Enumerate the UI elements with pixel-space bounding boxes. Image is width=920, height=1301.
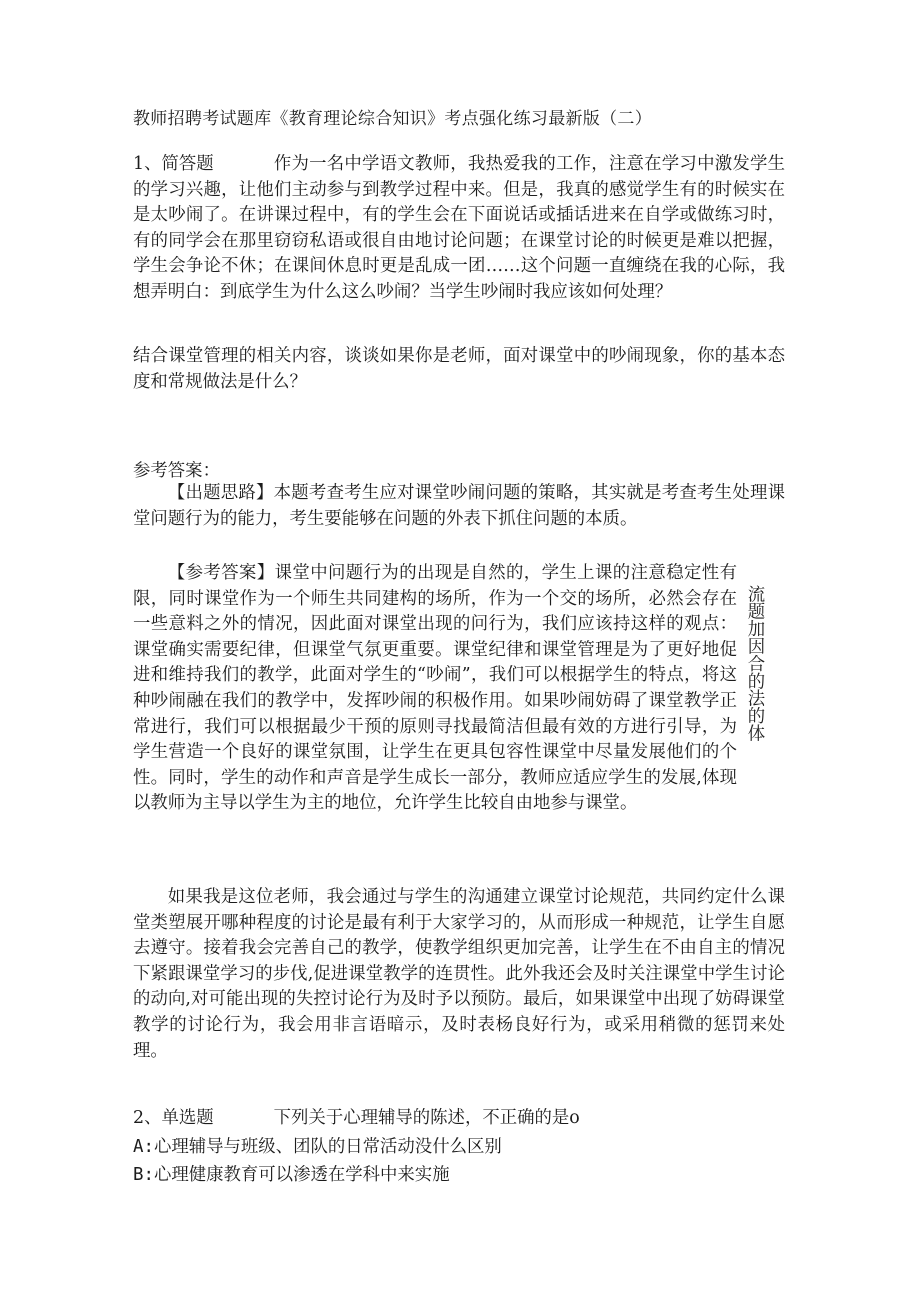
question-2-text: 下列关于心理辅导的陈述，不正确的是o xyxy=(273,1108,580,1128)
answer-label: 参考答案： xyxy=(133,461,220,481)
question-2-option-b: B:心理健康教育可以渗透在学科中来实施 xyxy=(133,1165,450,1185)
answer-main: 【参考答案】课堂中问题行为的出现是自然的，学生上课的注意稳定性有限，同时课堂作为一个师生共同建构的场所，作为一个交的场所，必然会存在一些意料之外的情况，因此面对课堂出现的问行为，我们应该持这样的观点：课堂确实需要纪律，但课堂气氛更重要。课堂纪律和课堂管理是为了更好地促进和维持我们的教学，此面对学生的“吵闹”，我们可以根据学生的特点，将这种吵闹融在我们的教学中，发挥吵闹的积极作用。如果吵闹妨碍了课堂教学正常进行，我们可以根据最少干预的原则寻找最简洁但最有效的方进行引导，为学生营造一个良好的课堂氛围，让学生在更具包容性课堂中尽量发展他们的个性。同时，学生的动作和声音是学生成长一部分，教师应适应学生的发展,体现以教师为主导以学生为主的地位，允许学生比较自由地参与课堂。 xyxy=(133,563,737,814)
question-2-stem xyxy=(133,1106,785,1132)
answer-side-characters: 流题加因合的法的体 xyxy=(744,585,764,742)
question-1-stem xyxy=(133,152,785,306)
answer-analysis: 【出题思路】本题考查考生应对课堂吵闹问题的策略，其实就是考查考生处理课堂问题行为的能力，考生要能够在问题的外表下抓住问题的本质。 xyxy=(133,483,785,529)
question-1-prompt: 结合课堂管理的相关内容，谈谈如果你是老师，面对课堂中的吵闹现象，你的基本态度和常规做法是什么？ xyxy=(133,346,785,392)
question-2-number: 2、单选题 xyxy=(133,1108,214,1128)
question-1-number: 1、简答题 xyxy=(133,154,214,174)
answer-continued: 如果我是这位老师，我会通过与学生的沟通建立课堂讨论规范，共同约定什么课堂类塑展开哪种程度的讨论是最有利于大家学习的，从而形成一种规范，让学生自愿去遵守。接着我会完善自己的教学，使教学组织更加完善，让学生在不由自主的情况下紧跟课堂学习的步伐,促进课堂教学的连贯性。此外我还会及时关注课堂中学生讨论的动向,对可能出现的失控讨论行为及时予以预防。最后，如果课堂中出现了妨碍课堂教学的讨论行为，我会用非言语暗示，及时表杨良好行为，或采用稍微的惩罚来处理。 xyxy=(133,887,785,1061)
question-1-stem-first: 作为一名中学语文教师，我热爱我的工作，注意在学习 xyxy=(273,154,698,174)
document-title: 教师招聘考试题库《教育理论综合知识》考点强化练习最新版（二） xyxy=(133,109,652,129)
question-1-stem-rest: 中激发学生的学习兴趣，让他们主动参与到教学过程中来。但是，我真的感觉学生有的时候实在是太吵闹了。在讲课过程中，有的学生会在下面说话或插话进来在自学或做练习时，有的同学会在那里窃窃私语或很自由地讨论问题；在课堂讨论的时候更是难以把握，学生会争论不休；在课间休息时更是乱成一团……这个问题一直缠绕在我的心际，我想弄明白：到底学生为什么这么吵闹？当学生吵闹时我应该如何处理？ xyxy=(133,154,785,302)
question-2-option-a: A:心理辅导与班级、团队的日常活动没什么区别 xyxy=(133,1137,502,1157)
